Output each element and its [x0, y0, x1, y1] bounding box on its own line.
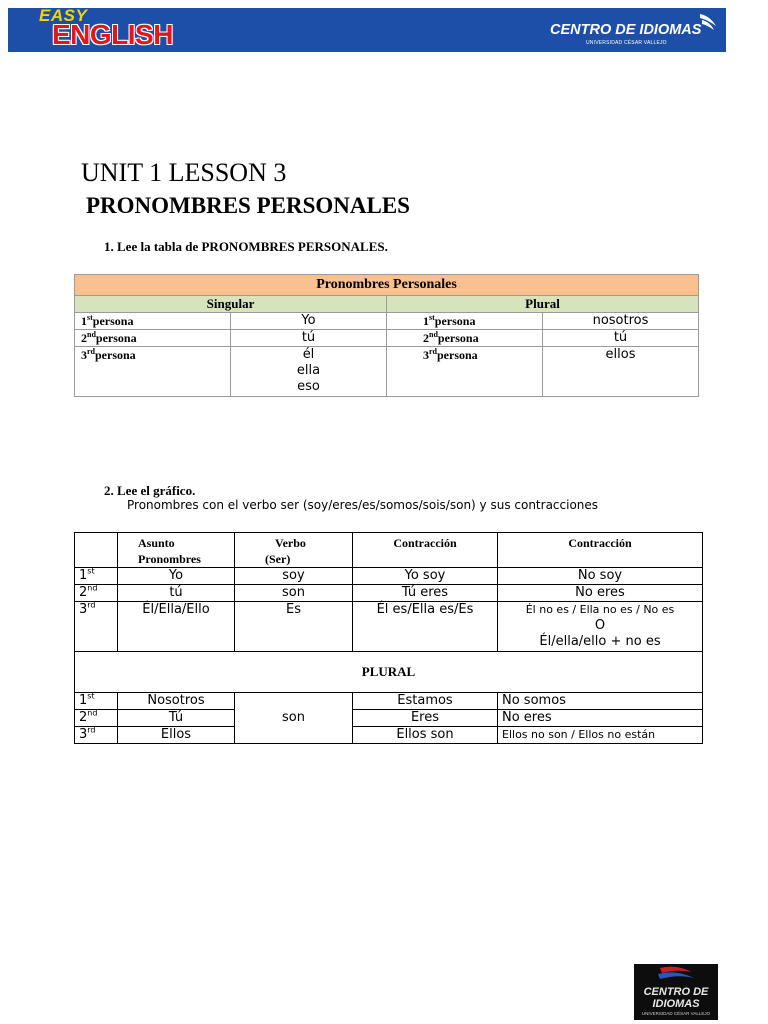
table-row [75, 693, 703, 710]
easy-logo-text: EASY [39, 6, 88, 25]
plural-pronoun: tú [543, 330, 699, 347]
verb: soy [235, 568, 353, 585]
verb-ser-table [74, 532, 703, 744]
pronoun: Tú [118, 710, 235, 727]
instruction-2-note: Pronombres con el verbo ser (soy/eres/es/somos/sois/son) y sus contracciones [127, 498, 599, 512]
contraction: Yo soy [353, 568, 498, 585]
contraction: Eres [353, 710, 498, 727]
footer-logo-subtitle: UNIVERSIDAD CÉSAR VALLEJO [641, 1011, 711, 1016]
footer-logo-text: CENTRO DE IDIOMAS [643, 986, 709, 1010]
negative-contraction-header: Contracción [498, 533, 703, 568]
pronoun: Yo [118, 568, 235, 585]
person-number: 1st [75, 693, 118, 710]
person-label: 3rdpersona [387, 347, 543, 397]
verb: Es [235, 602, 353, 652]
table-title: Pronombres Personales [75, 275, 699, 296]
singular-pronoun: tú [231, 330, 387, 347]
negative: Ellos no son / Ellos no están [498, 727, 703, 744]
table-row [75, 313, 699, 330]
table-row [75, 347, 699, 397]
table-header-row [75, 533, 703, 568]
contraction: Tú eres [353, 585, 498, 602]
contraction-header: Contracción [353, 533, 498, 568]
person-number: 3rd [75, 602, 118, 652]
pronoun: Él/Ella/Ello [118, 602, 235, 652]
pronoun: Ellos [118, 727, 235, 744]
lesson-subtitle: PRONOMBRES PERSONALES [86, 193, 410, 218]
person-label: 1stpersona [75, 313, 231, 330]
plural-label: PLURAL [75, 652, 703, 693]
negative: No eres [498, 710, 703, 727]
verb-header: Verbo (Ser) [235, 533, 353, 568]
brand-subtitle: UNIVERSIDAD CÉSAR VALLEJO [586, 40, 667, 46]
plural-verb: son [235, 693, 353, 744]
pronoun: Nosotros [118, 693, 235, 710]
table-row [75, 727, 703, 744]
instruction-1: 1. Lee la tabla de PRONOMBRES PERSONALES. [104, 239, 388, 254]
negative: No eres [498, 585, 703, 602]
person-label: 2ndpersona [75, 330, 231, 347]
table-row [75, 585, 703, 602]
person-label: 1stpersona [387, 313, 543, 330]
person-number: 2nd [75, 585, 118, 602]
english-logo-text: ENGLISH [52, 19, 173, 50]
person-number: 1st [75, 568, 118, 585]
table-row [75, 330, 699, 347]
table-row [75, 568, 703, 585]
contraction: Él es/Ella es/Es [353, 602, 498, 652]
negative: Él no es / Ella no es / No es O Él/ella/ello + no es [498, 602, 703, 652]
negative: No soy [498, 568, 703, 585]
singular-pronoun: él ella eso [231, 347, 387, 397]
header-banner [8, 8, 726, 52]
person-label: 3rdpersona [75, 347, 231, 397]
brand-title: CENTRO DE IDIOMAS [550, 22, 702, 38]
singular-pronoun: Yo [231, 313, 387, 330]
singular-header: Singular [75, 296, 387, 313]
table-row [75, 710, 703, 727]
person-number: 2nd [75, 710, 118, 727]
person-label: 2ndpersona [387, 330, 543, 347]
contraction: Estamos [353, 693, 498, 710]
person-number: 3rd [75, 727, 118, 744]
plural-pronoun: ellos [543, 347, 699, 397]
instruction-2: 2. Lee el gráfico. [104, 483, 196, 498]
table-row [75, 602, 703, 652]
centro-de-idiomas-logo [550, 14, 720, 48]
personal-pronouns-table [74, 274, 699, 397]
verb: son [235, 585, 353, 602]
plural-pronoun: nosotros [543, 313, 699, 330]
contraction: Ellos son [353, 727, 498, 744]
plural-divider-row [75, 652, 703, 693]
unit-title: UNIT 1 LESSON 3 [81, 158, 287, 187]
footer-logo [634, 964, 718, 1020]
subject-header: Asunto Pronombres [118, 533, 235, 568]
flag-swoosh-icon [634, 964, 718, 988]
plural-header: Plural [387, 296, 699, 313]
negative: No somos [498, 693, 703, 710]
pronoun: tú [118, 585, 235, 602]
